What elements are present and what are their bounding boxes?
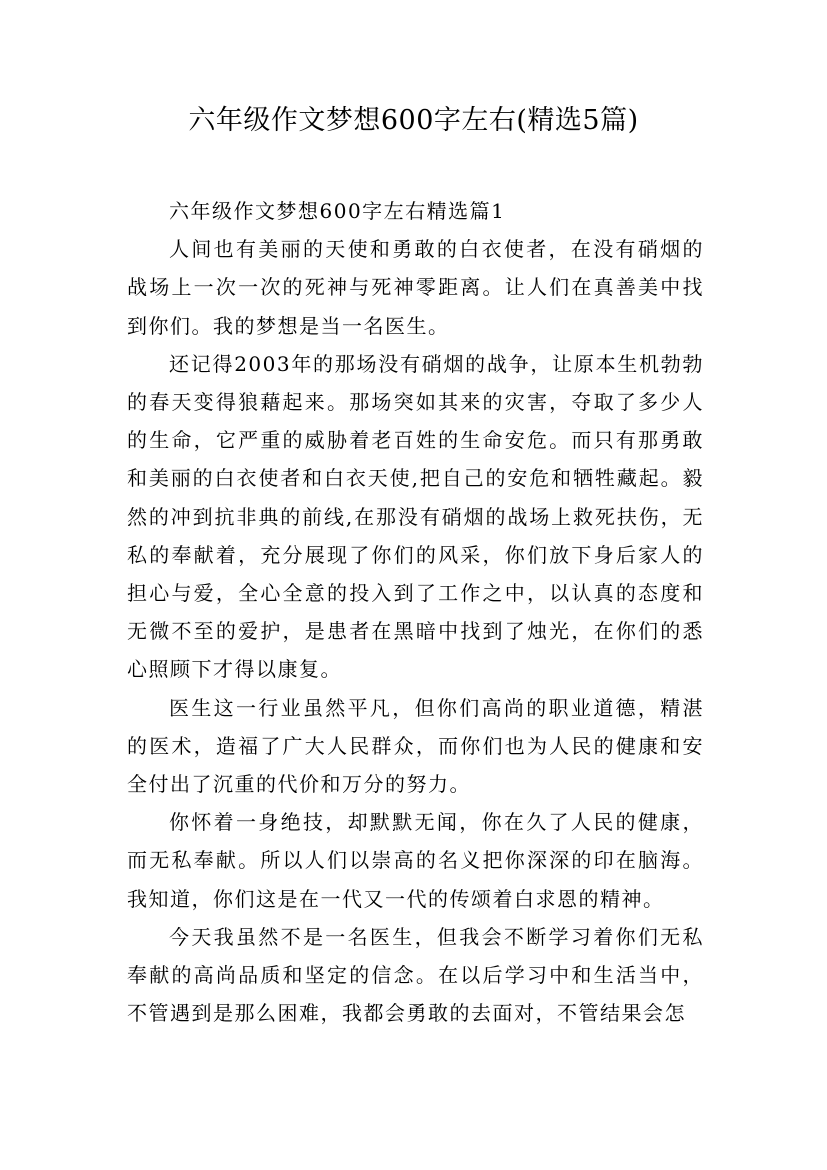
paragraph-2: 还记得2003年的那场没有硝烟的战争，让原本生机勃勃的春天变得狼藉起来。那场突如其来的灾害，夺取了多少人的生命，它严重的威胁着老百姓的生命安危。而只有那勇敢和美丽的白衣使者和白衣天使,把自己的安危和牺牲藏起。毅然的冲到抗非典的前线,在那没有硝烟的战场上救死扶伤，无私的奉献着，充分展现了你们的风采，你们放下身后家人的担心与爱，全心全意的投入到了工作之中，以认真的态度和无微不至的爱护，是患者在黑暗中找到了烛光，在你们的悉心照顾下才得以康复。 [127,351,704,682]
paragraph-1: 人间也有美丽的天使和勇敢的白衣使者，在没有硝烟的战场上一次一次的死神与死神零距离。让人们在真善美中找到你们。我的梦想是当一名医生。 [127,237,704,338]
paragraph-5: 今天我虽然不是一名医生，但我会不断学习着你们无私奉献的高尚品质和坚定的信念。在以后学习中和生活当中，不管遇到是那么困难，我都会勇敢的去面对，不管结果会怎 [127,924,704,1026]
paragraph-4: 你怀着一身绝技，却默默无闻，你在久了人民的健康，而无私奉献。所以人们以崇高的名义把你深深的印在脑海。我知道，你们这是在一代又一代的传颂着白求恩的精神。 [127,810,704,911]
document-title: 六年级作文梦想600字左右(精选5篇) [188,105,639,136]
paragraph-3: 医生这一行业虽然平凡，但你们高尚的职业道德，精湛的医术，造福了广大人民群众，而你们也为人民的健康和安全付出了沉重的代价和万分的努力。 [127,695,704,797]
document-body [127,192,704,1032]
section-heading: 六年级作文梦想600字左右精选篇1 [169,199,506,223]
